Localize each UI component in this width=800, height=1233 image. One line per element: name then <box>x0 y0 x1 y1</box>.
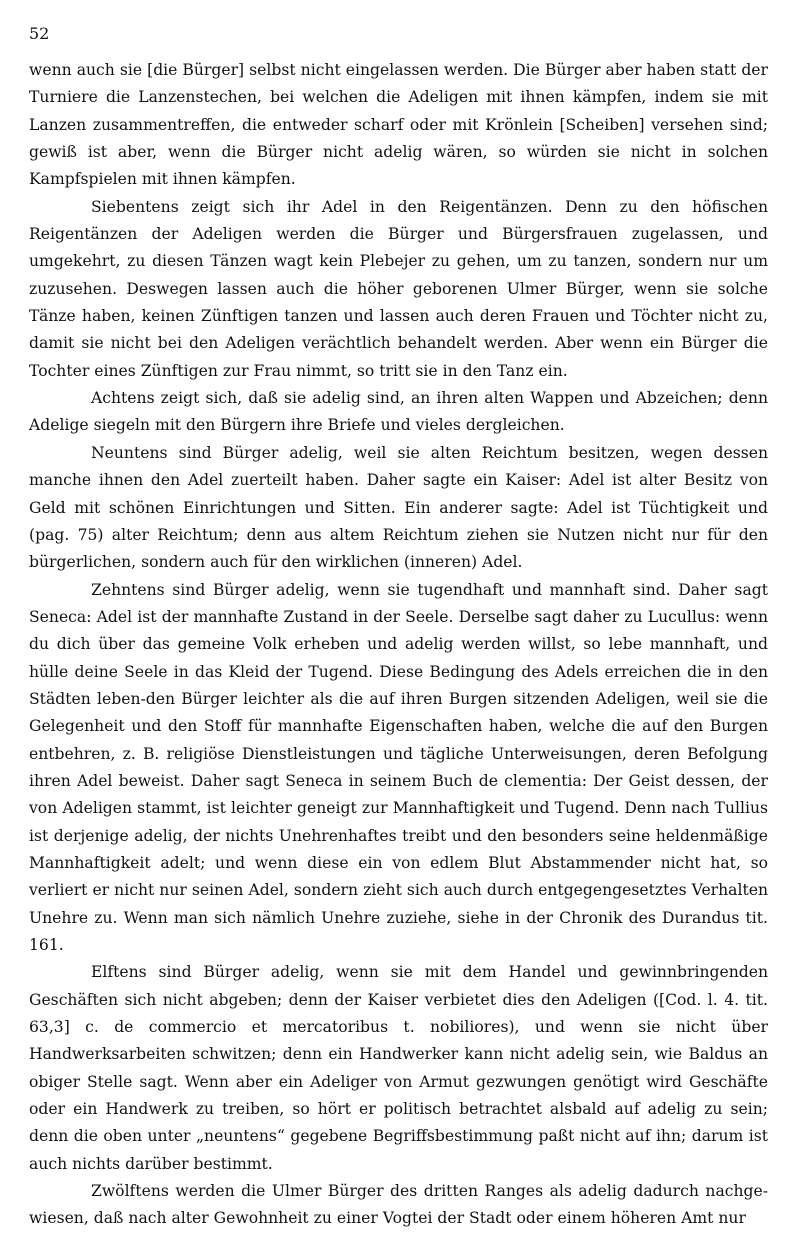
paragraph-zwoelftens: Zwölftens werden die Ulmer Bürger des dritten Ranges als adelig dadurch nachge-wiesen, daß nach alter Gewohnheit zu einer Vogtei der Stadt oder einem höheren Amt nur <box>29 1182 768 1228</box>
paragraph-continuation: wenn auch sie [die Bürger] selbst nicht eingelassen werden. Die Bürger aber haben statt der Turniere die Lanzenstechen, bei welchen die Adeligen mit ihnen kämpfen, indem sie mit Lanzen zusammentreffen, die entweder scharf oder mit Krönlein [Scheiben] versehen sind; gewiß ist aber, wenn die Bürger nicht adelig wären, so würden sie nicht in solchen Kampfspielen mit ihnen kämpfen. <box>29 61 768 189</box>
page-number: 52 <box>29 24 50 43</box>
paragraph-elftens: Elftens sind Bürger adelig, wenn sie mit dem Handel und gewinnbringenden Geschäften sich nicht abgeben; denn der Kaiser verbietet dies den Adeligen ([Cod. l. 4. tit. 63,3] c. de commercio et mercatoribus t. nobiliores), und wenn sie nicht über Handwerksarbeiten schwitzen; denn ein Handwerker kann nicht adelig sein, wie Baldus an obiger Stelle sagt. Wenn aber ein Adeliger von Armut gezwungen genötigt wird Geschäfte oder ein Handwerk zu treiben, so hört er politisch betrachtet alsbald auf adelig zu sein; denn die oben unter „neuntens“ gegebene Begriffsbestimmung paßt nicht auf ihn; darum ist auch nichts darüber bestimmt. <box>29 963 768 1173</box>
paragraph-achtens: Achtens zeigt sich, daß sie adelig sind, an ihren alten Wappen und Abzeichen; denn Adelige siegeln mit den Bürgern ihre Briefe und vieles dergleichen. <box>29 389 768 435</box>
body-text <box>29 57 768 1233</box>
paragraph-neuntens: Neuntens sind Bürger adelig, weil sie alten Reichtum besitzen, wegen dessen manche ihnen den Adel zuerteilt haben. Daher sagte ein Kaiser: Adel ist alter Besitz von Geld mit schönen Einrichtungen und Sitten. Ein anderer sagte: Adel ist Tüchtigkeit und (pag. 75) alter Reichtum; denn aus altem Reichtum ziehen sie Nutzen nicht nur für den bürgerlichen, sondern auch für den wirklichen (inneren) Adel. <box>29 443 768 572</box>
paragraph-zehntens: Zehntens sind Bürger adelig, wenn sie tugendhaft und mannhaft sind. Daher sagt Seneca: Adel ist der mannhafte Zustand in der Seele. Derselbe sagt daher zu Lucullus: wenn du dich über das gemeine Volk erheben und adelig werden willst, so lebe mannhaft, und hülle deine Seele in das Kleid der Tugend. Diese Bedingung des Adels erreichen die in den Städten leben-den Bürger leichter als die auf ihren Burgen sitzenden Adeligen, weil sie die Gelegenheit und den Stoff für mannhafte Eigenschaften haben, welche die auf den Burgen entbehren, z. B. religiöse Dienstleistungen und tägliche Unterweisungen, deren Befolgung ihren Adel beweist. Daher sagt Seneca in seinem Buch de clementia: Der Geist dessen, der von Adeligen stammt, ist leichter geneigt zur Mannhaftigkeit und Tugend. Denn nach Tullius ist derjenige adelig, der nichts Unehrenhaftes treibt und den besonders seine heldenmäßige Mannhaftigkeit adelt; und wenn diese ein von edlem Blut Abstammender nicht hat, so verliert er nicht nur seinen Adel, sondern zieht sich auch durch entgegengesetztes Verhalten Unehre zu. Wenn man sich nämlich Unehre zuziehe, siehe in der Chronik des Durandus tit. 161. <box>29 580 768 954</box>
paragraph-siebentens: Siebentens zeigt sich ihr Adel in den Reigentänzen. Denn zu den höfischen Reigentänzen der Adeligen werden die Bürger und Bürgersfrauen zugelassen, und umgekehrt, zu diesen Tänzen wagt kein Plebejer zu gehen, um zu tanzen, sondern nur um zuzusehen. Deswegen lassen auch die höher geborenen Ulmer Bürger, wenn sie solche Tänze haben, keinen Zünftigen tanzen und lassen auch deren Frauen und Töchter nicht zu, damit sie nicht bei den Adeligen verächtlich behandelt werden. Aber wenn ein Bürger die Tochter eines Zünftigen zur Frau nimmt, so tritt sie in den Tanz ein. <box>29 197 768 380</box>
